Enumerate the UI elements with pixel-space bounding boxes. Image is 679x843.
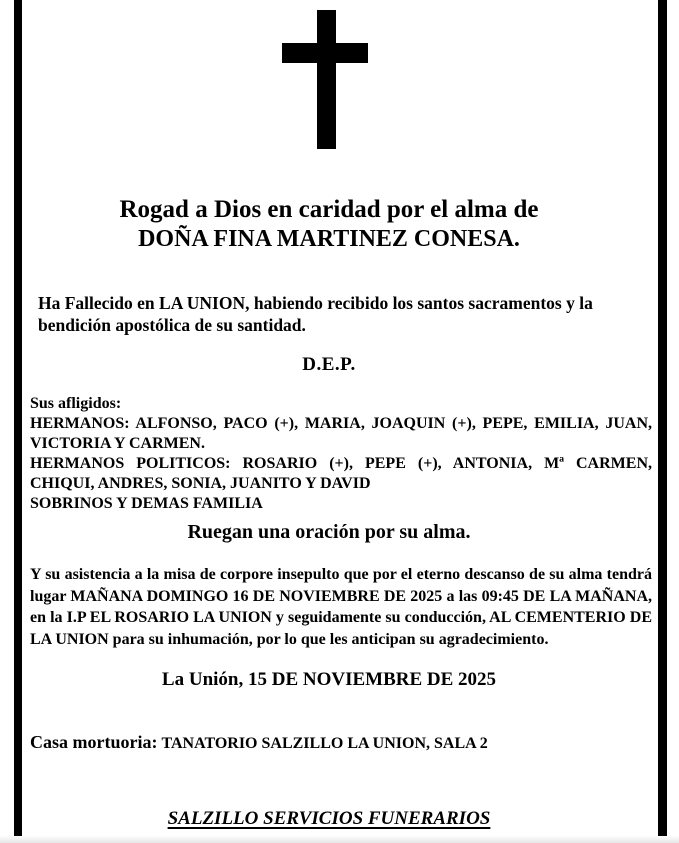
mourners-intro: Sus afligidos:	[30, 395, 122, 412]
dep-abbreviation: D.E.P.	[302, 354, 356, 375]
mourners-line-siblings: HERMANOS: ALFONSO, PACO (+), MARIA, JOAQUIN (+), PEPE, EMILIA, JUAN, VICTORIA Y CARMEN.	[30, 415, 652, 452]
death-announcement: Ha Fallecido en LA UNION, habiendo recibido los santos sacramentos y la bendición apostólica de su santidad.	[38, 293, 593, 335]
place-and-date: La Unión, 15 DE NOVIEMBRE DE 2025	[161, 669, 497, 690]
right-border	[658, 0, 667, 836]
mourners-line-nephews: SOBRINOS Y DEMAS FAMILIA	[30, 495, 263, 512]
deceased-name: DOÑA FINA MARTINEZ CONESA.	[138, 226, 520, 252]
left-border	[14, 0, 22, 836]
mourners-block	[30, 394, 652, 514]
page-bottom-edge	[0, 836, 679, 843]
prayer-request: Ruegan una oración por su alma.	[187, 521, 471, 543]
mortuary-line	[30, 732, 652, 753]
funeral-details: Y su asistencia a la misa de corpore insepulto que por el eterno descanso de su alma tendrá lugar MAÑANA DOMINGO 16 DE NOVIEMBRE DE 2025 a las 09:45 DE LA MAÑANA, en la I.P EL ROSARIO LA UNION y seguidamente su conducción, AL CEMENTERIO DE LA UNION para su inhumación, por lo que les anticipan su agradecimiento.	[30, 566, 652, 648]
mourners-line-in-laws: HERMANOS POLITICOS: ROSARIO (+), PEPE (+), ANTONIA, Mª CARMEN, CHIQUI, ANDRES, SONIA, JUANITO Y DAVID	[30, 455, 652, 492]
latin-cross-icon	[282, 10, 368, 149]
mortuary-label: Casa mortuoria:	[30, 732, 158, 752]
mortuary-value: TANATORIO SALZILLO LA UNION, SALA 2	[161, 735, 488, 752]
header-invocation: Rogad a Dios en caridad por el alma de	[119, 196, 539, 223]
funeral-home-name: SALZILLO SERVICIOS FUNERARIOS	[167, 808, 491, 829]
